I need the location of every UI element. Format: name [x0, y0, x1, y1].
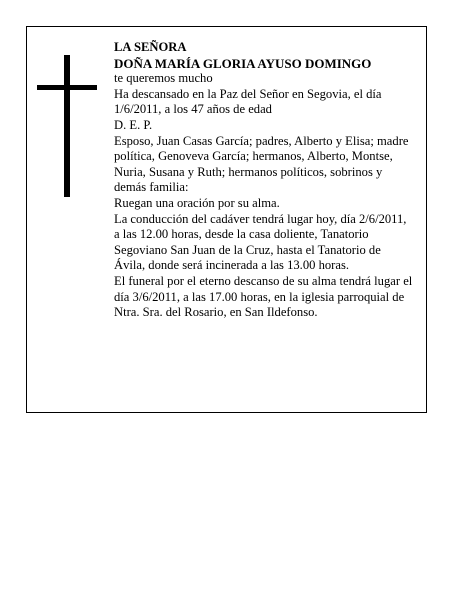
deceased-name: DOÑA MARÍA GLORIA AYUSO DOMINGO	[114, 55, 372, 71]
notice-family: Esposo, Juan Casas García; padres, Alberto y Elisa; madre política, Genoveva García; hermanos, Alberto, Montse, Nuria, Susana y Ruth; hermanos políticos, sobrinos y demás familia:	[114, 133, 409, 195]
notice-procession: La conducción del cadáver tendrá lugar hoy, día 2/6/2011, a las 12.00 horas, desde la casa doliente, Tanatorio Segoviano San Juan de la Cruz, hasta el Tanatorio de Ávila, donde será incinerada a las 13.00 horas.	[114, 211, 407, 273]
notice-funeral: El funeral por el eterno descanso de su alma tendrá lugar el día 3/6/2011, a las 17.00 horas, en la iglesia parroquial de Ntra. Sra. del Rosario, en San Ildefonso.	[114, 273, 413, 320]
notice-rip: D. E. P.	[114, 117, 153, 132]
cross-horizontal-bar	[37, 85, 97, 90]
notice-prayer: Ruegan una oración por su alma.	[114, 195, 280, 210]
notice-title: LA SEÑORA	[114, 40, 187, 54]
cross-icon	[37, 55, 97, 197]
notice-death-announcement: Ha descansado en la Paz del Señor en Segovia, el día 1/6/2011, a los 47 años de edad	[114, 86, 382, 117]
cross-vertical-bar	[64, 55, 70, 197]
notice-text	[114, 40, 414, 321]
notice-dedication: te queremos mucho	[114, 71, 213, 86]
